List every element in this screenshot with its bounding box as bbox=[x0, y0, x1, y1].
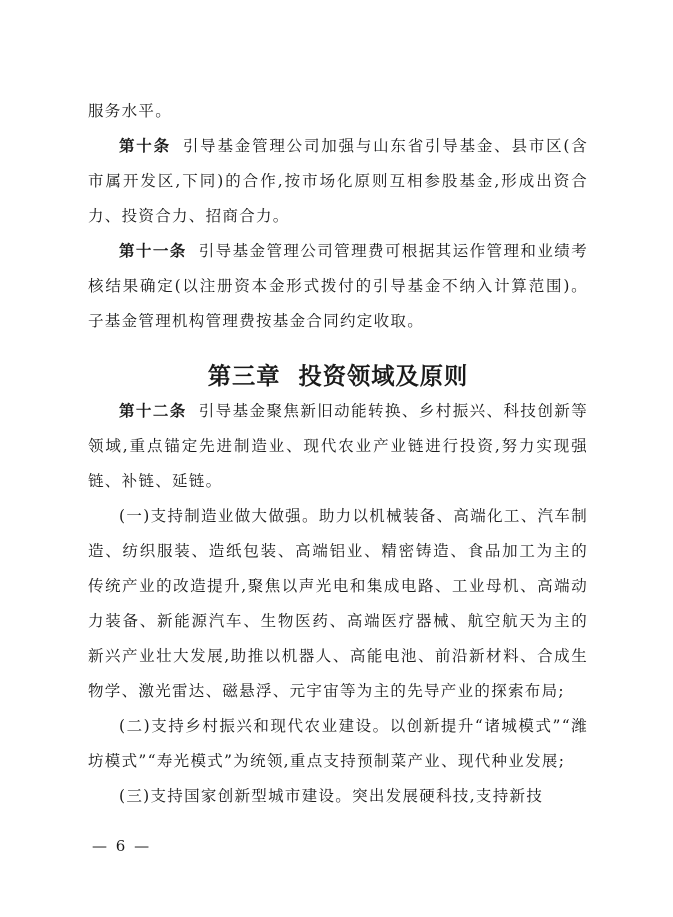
list-item: (三)支持国家创新型城市建设。突出发展硬科技,支持新技 bbox=[119, 787, 544, 805]
article-11 bbox=[88, 234, 588, 339]
body-text bbox=[88, 94, 588, 814]
article-12 bbox=[88, 394, 588, 499]
article-number: 第十二条 bbox=[119, 402, 187, 420]
chapter-heading bbox=[88, 359, 588, 394]
article-text: 引导基金聚焦新旧动能转换、乡村振兴、科技创新等领域,重点锚定先进制造业、现代农业产业链进行投资,努力实现强链、补链、延链。 bbox=[88, 402, 589, 490]
chapter-title: 投资领域及原则 bbox=[298, 363, 469, 390]
article-number: 第十条 bbox=[119, 137, 171, 155]
chapter-number: 第三章 bbox=[207, 363, 281, 390]
article-number: 第十一条 bbox=[119, 242, 187, 260]
list-item: (一)支持制造业做大做强。助力以机械装备、高端化工、汽车制造、纺织服装、造纸包装、高端铝业、精密铸造、食品加工为主的传统产业的改造提升,聚焦以声光电和集成电路、工业母机、高端动力装备、新能源汽车、生物医药、高端医疗器械、航空航天为主的新兴产业壮大发展,助推以机器人、高能电池、前沿新材料、合成生物学、激光雷达、磁悬浮、元宇宙等为主的先导产业的探索布局; bbox=[88, 507, 588, 700]
page-number: — 6 — bbox=[92, 837, 152, 855]
article-text: 引导基金管理公司加强与山东省引导基金、县市区(含市属开发区,下同)的合作,按市场化原则互相参股基金,形成出资合力、投资合力、招商合力。 bbox=[88, 137, 589, 225]
article-10 bbox=[88, 129, 588, 234]
article-text: 引导基金管理公司管理费可根据其运作管理和业绩考核结果确定(以注册资本金形式拨付的引导基金不纳入计算范围)。子基金管理机构管理费按基金合同约定收取。 bbox=[88, 242, 589, 330]
paragraph-continued: 服务水平。 bbox=[88, 102, 173, 120]
list-item: (二)支持乡村振兴和现代农业建设。以创新提升“诸城模式”“潍坊模式”“寿光模式”为统领,重点支持预制菜产业、现代种业发展; bbox=[88, 717, 588, 770]
